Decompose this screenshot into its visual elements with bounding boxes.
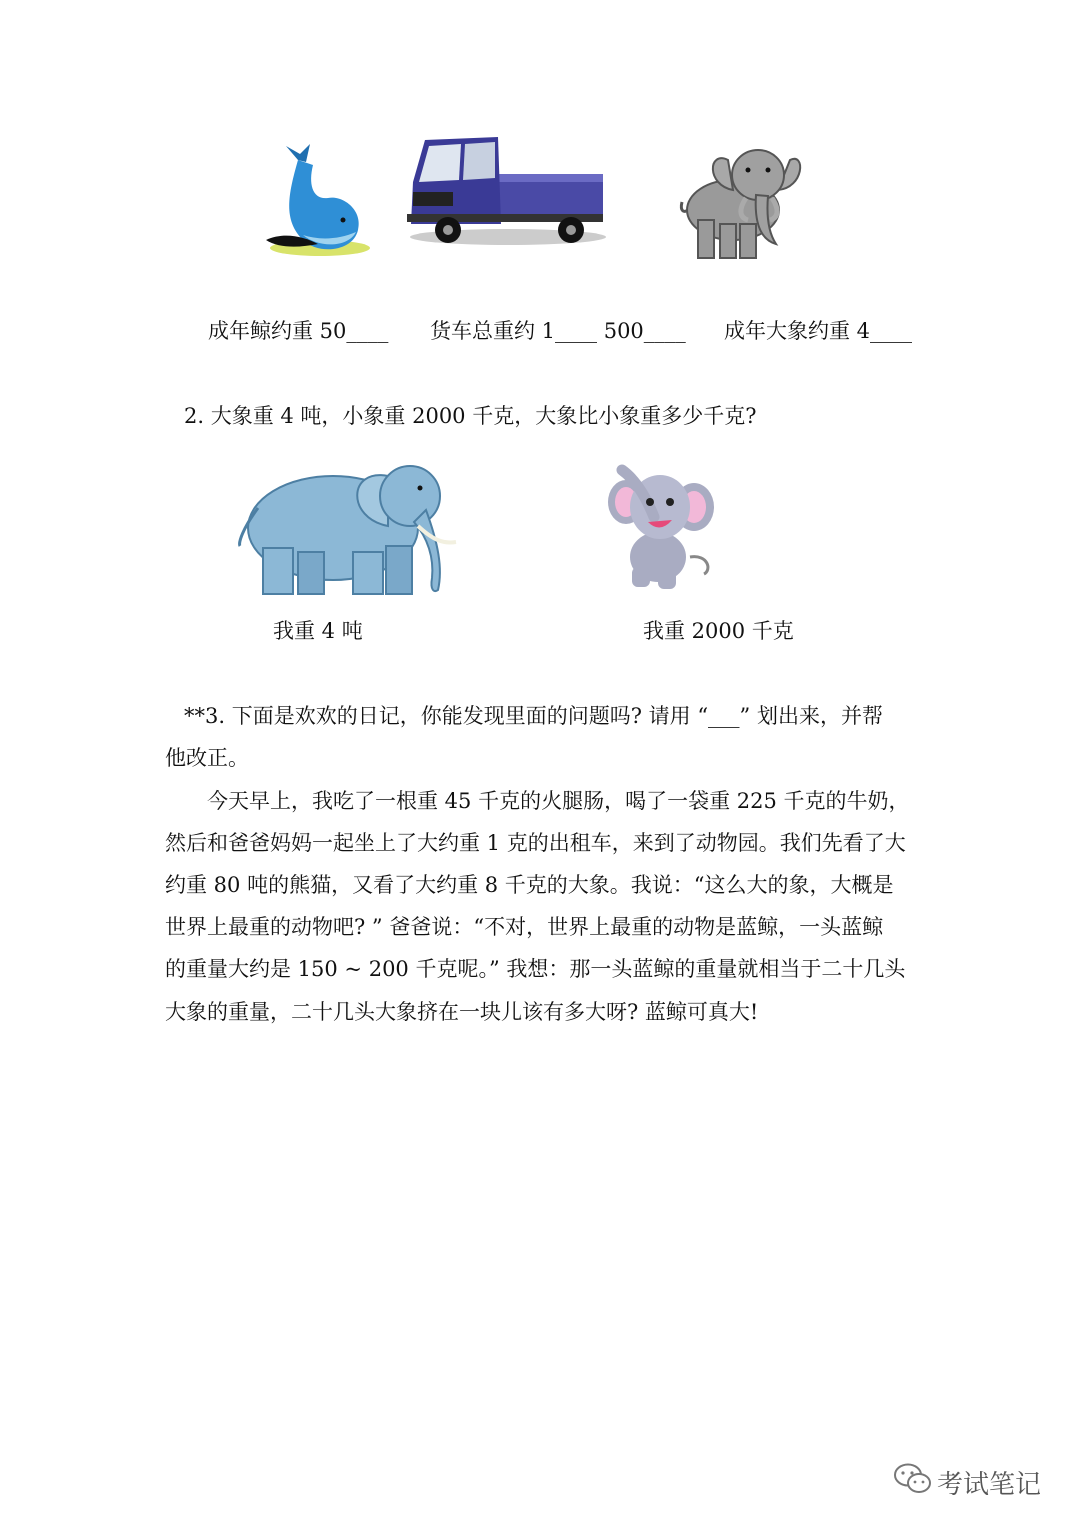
- diary-line: 世界上最重的动物吧? ” 爸爸说：“不对，世界上最重的动物是蓝鲸，一头蓝鲸: [165, 915, 884, 939]
- diary-line: 的重量大约是 150 ~ 200 千克呢。” 我想：那一头蓝鲸的重量就相当于二十几头: [165, 957, 906, 981]
- question-2: 2. 大象重 4 吨，小象重 2000 千克，大象比小象重多少千克?: [184, 404, 757, 428]
- whale-picture: [258, 140, 376, 262]
- question-3: **3. 下面是欢欢的日记，你能发现里面的问题吗? 请用 “___” 划出来，并帮: [184, 704, 883, 728]
- baby-elephant-picture: [608, 462, 718, 592]
- watermark-text: 考试笔记: [937, 1470, 1042, 1500]
- diary-line: 大象的重量，二十几头大象挤在一块儿该有多大呀? 蓝鲸可真大!: [165, 1000, 759, 1024]
- big-elephant-caption: 我重 4 吨: [273, 619, 363, 643]
- diary-line: 今天早上，我吃了一根重 45 千克的火腿肠，喝了一袋重 225 千克的牛奶，: [207, 789, 910, 813]
- diary-line: 约重 80 吨的熊猫，又看了大约重 8 千克的大象。我说：“这么大的象，大概是: [165, 873, 894, 897]
- wechat-logo-icon: [893, 1462, 933, 1496]
- truck-weight-label: 货车总重约 1____ 500____: [430, 319, 686, 343]
- baby-elephant-caption: 我重 2000 千克: [643, 619, 794, 643]
- question-3-cont: 他改正。: [165, 746, 249, 770]
- big-elephant-picture: [238, 448, 460, 600]
- diary-line: 然后和爸爸妈妈一起坐上了大约重 1 克的出租车，来到了动物园。我们先看了大: [165, 831, 906, 855]
- whale-weight-label: 成年鲸约重 50____: [208, 319, 389, 343]
- elephant-weight-label: 成年大象约重 4____: [724, 319, 913, 343]
- elephant-picture: [678, 140, 803, 262]
- truck-picture: [403, 132, 608, 247]
